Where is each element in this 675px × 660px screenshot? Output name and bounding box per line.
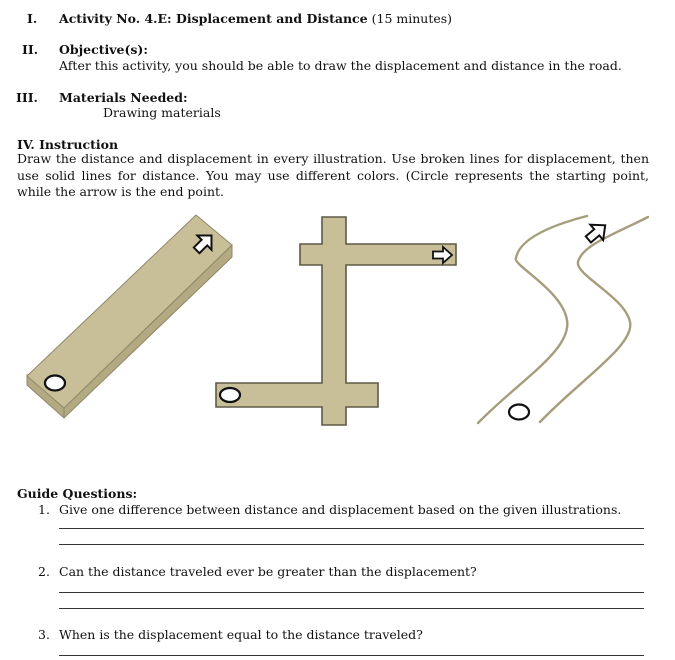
activity-title-bold: Activity No. 4.E: Displacement and Distance	[59, 11, 368, 26]
materials-text: Drawing materials	[103, 105, 221, 120]
section-numeral-iii: III.	[16, 90, 38, 105]
question-3-text: When is the displacement equal to the distance traveled?	[59, 627, 423, 642]
answer-line-2a[interactable]	[59, 592, 644, 593]
question-1-text: Give one difference between distance and displacement based on the given illustrations.	[59, 502, 622, 517]
section-numeral-i: I.	[27, 11, 38, 26]
answer-line-3a[interactable]	[59, 655, 644, 656]
zigzag-cross-road	[216, 217, 456, 425]
answer-line-2b[interactable]	[59, 608, 644, 609]
objectives-text: After this activity, you should be able to draw the displacement and distance in the road.	[59, 58, 622, 73]
activity-duration: (15 minutes)	[371, 11, 453, 26]
section-numeral-ii: II.	[22, 42, 39, 57]
question-1-number: 1.	[38, 502, 50, 517]
curved-s-road	[478, 216, 648, 423]
question-3-number: 3.	[38, 627, 50, 642]
start-circle-icon	[509, 405, 529, 420]
question-2-number: 2.	[38, 564, 50, 579]
question-2-text: Can the distance traveled ever be greater than the displacement?	[59, 564, 477, 579]
answer-line-1b[interactable]	[59, 544, 644, 545]
start-circle-icon	[220, 388, 240, 402]
straight-diagonal-road	[27, 215, 232, 418]
objectives-heading: Objective(s):	[59, 42, 148, 57]
instruction-heading: IV. Instruction	[17, 137, 119, 152]
materials-heading: Materials Needed:	[59, 90, 188, 105]
answer-line-1a[interactable]	[59, 528, 644, 529]
instruction-text: Draw the distance and displacement in every illustration. Use broken lines for displacement, then use solid lines for distance. You may use different colors. (Circle represents the starting point, while the arrow is the end point.	[17, 151, 649, 199]
start-circle-icon	[45, 376, 65, 391]
guide-questions-heading: Guide Questions:	[17, 486, 138, 501]
